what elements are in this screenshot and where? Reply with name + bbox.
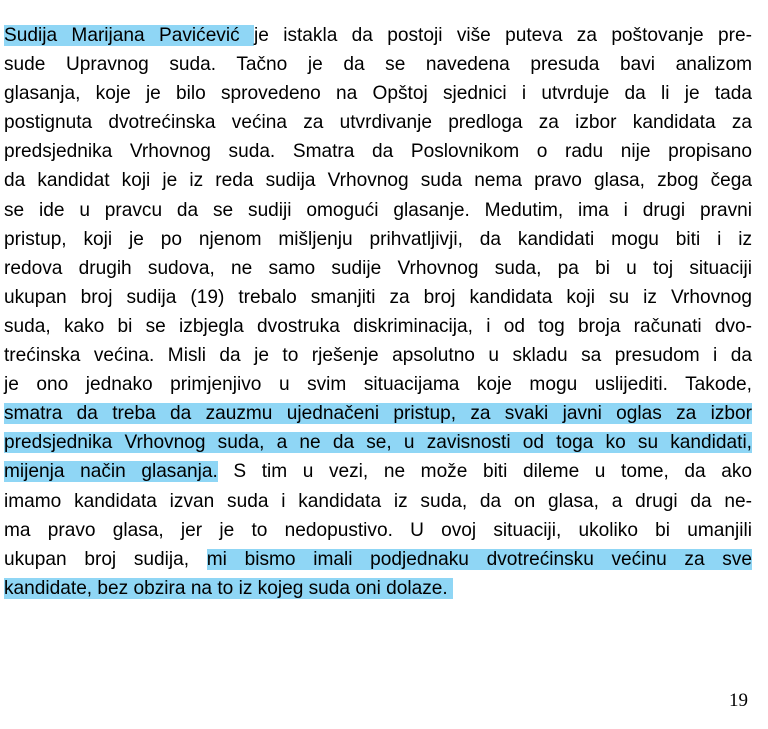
highlighted-text: mijenja način glasanja.	[4, 461, 218, 483]
highlighted-text: Sudija Marijana Pavićević	[4, 25, 254, 46]
text-segment: ukupan broj sudija,	[4, 548, 207, 570]
text-line	[4, 457, 752, 486]
text-segment: trećinska većina. Misli da je to rješenje apsolutno u skladu sa presudom i da	[4, 345, 752, 367]
text-segment: S tim u vezi, ne može biti dileme u tome, da ako	[217, 461, 752, 483]
text-segment: glasanja, koje je bilo sprovedeno na Opštoj sjednici i utvrduje da li je tada	[4, 83, 752, 105]
body-paragraph	[4, 21, 752, 603]
text-segment: se ide u pravcu da se sudiji omogući glasanje. Medutim, ima i drugi pravni	[4, 199, 752, 221]
text-line	[4, 428, 752, 457]
text-segment: je istakla da postoji više puteva za poštovanje pre-	[254, 25, 752, 46]
text-line	[4, 312, 752, 341]
highlighted-text: mi bismo imali podjednaku dvotrećinsku većinu za sve	[206, 548, 752, 570]
text-line	[4, 487, 752, 516]
text-line	[4, 79, 752, 108]
text-line	[4, 545, 752, 574]
highlighted-text: smatra da treba da zauzmu ujednačeni pristup, za svaki javni oglas za izbor	[4, 403, 752, 425]
text-line	[4, 166, 752, 195]
text-segment: suda, kako bi se izbjegla dvostruka diskriminacija, i od tog broja računati dvo-	[4, 315, 752, 337]
text-segment: sude Upravnog suda. Tačno je da se navedena presuda bavi analizom	[4, 54, 752, 76]
text-line	[4, 108, 752, 137]
text-segment: predsjednika Vrhovnog suda. Smatra da Poslovnikom o radu nije propisano	[4, 141, 752, 163]
text-line	[4, 283, 752, 312]
page-number: 19	[729, 690, 748, 711]
text-line	[4, 574, 752, 603]
text-segment: redova drugih sudova, ne samo sudije Vrhovnog suda, pa bi u toj situaciji	[4, 257, 752, 279]
text-line	[4, 137, 752, 166]
text-line	[4, 516, 752, 545]
text-line	[4, 196, 752, 225]
highlighted-text: predsjednika Vrhovnog suda, a ne da se, u zavisnosti od toga ko su kandidati,	[4, 432, 752, 454]
text-segment: pristup, koji je po njenom mišljenju prihvatljivji, da kandidati mogu biti i iz	[4, 228, 752, 250]
text-segment: da kandidat koji je iz reda sudija Vrhovnog suda nema pravo glasa, zbog čega	[4, 170, 752, 192]
text-line	[4, 341, 752, 370]
text-segment: je ono jednako primjenjivo u svim situacijama koje mogu uslijediti. Takode,	[4, 374, 752, 396]
text-segment: ma pravo glasa, jer je to nedopustivo. U ovoj situaciji, ukoliko bi umanjili	[4, 519, 752, 541]
text-segment: imamo kandidata izvan suda i kandidata iz suda, da on glasa, a drugi da ne-	[4, 490, 752, 512]
text-line	[4, 254, 752, 283]
text-line	[4, 370, 752, 399]
text-segment: postignuta dvotrećinska većina za utvrdivanje predloga za izbor kandidata za	[4, 112, 752, 134]
text-line	[4, 399, 752, 428]
text-line	[4, 225, 752, 254]
highlighted-text: kandidate, bez obzira na to iz kojeg suda oni dolaze.	[4, 577, 454, 599]
text-line	[4, 50, 752, 79]
text-segment: ukupan broj sudija (19) trebalo smanjiti za broj kandidata koji su iz Vrhovnog	[4, 286, 752, 308]
text-line	[4, 21, 752, 50]
